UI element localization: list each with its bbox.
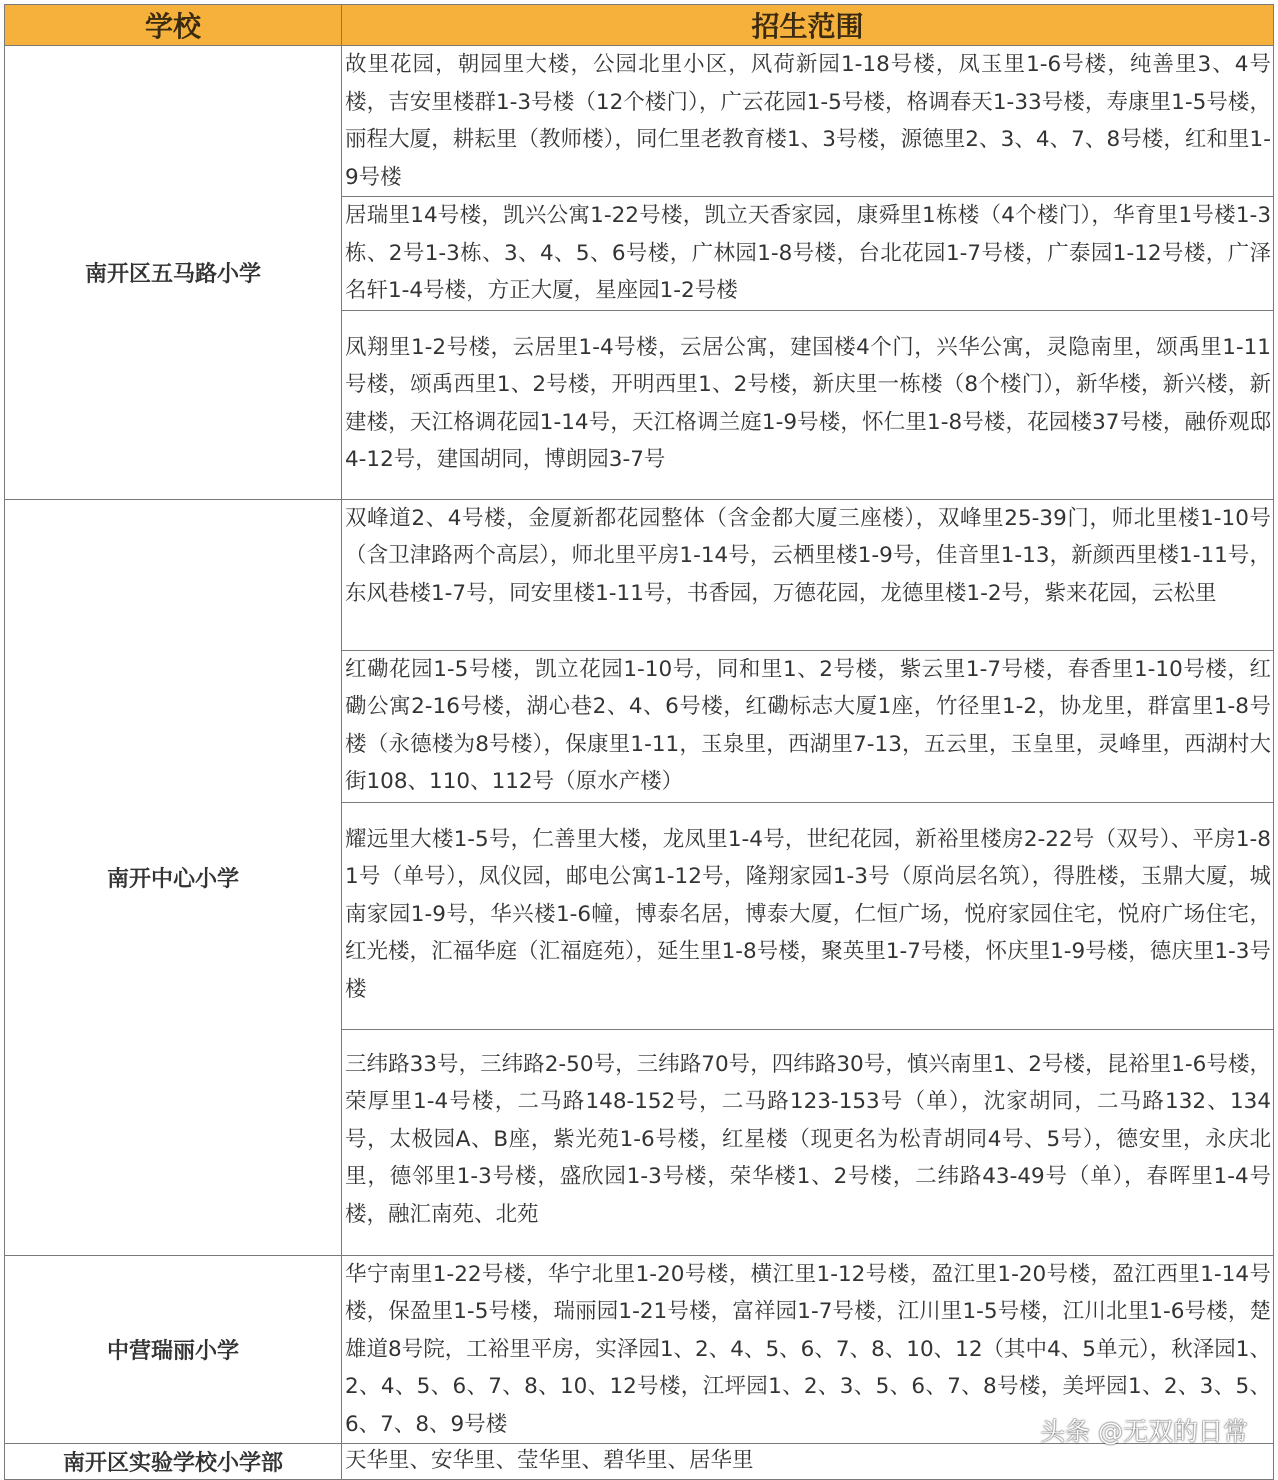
range-cell: 三纬路33号，三纬路2-50号，三纬路70号，四纬路30号，慎兴南里1、2号楼，昆裕里1-6号楼，荣厚里1-4号楼，二马路148-152号，二马路123-153号（单），沈家胡同，二马路132、134号，太极园A、B座，紫光苑1-6号楼，红星楼（现更名为松青胡同4号、5号），德安里，永庆北里，德邻里1-3号楼，盛欣园1-3号楼，荣华楼1、2号楼，二纬路43-49号（单），春晖里1-4号楼，融汇南苑、北苑 (342, 1029, 1274, 1255)
enrollment-table (4, 4, 1274, 1480)
header-range: 招生范围 (342, 5, 1274, 46)
range-cell: 红磡花园1-5号楼，凯立花园1-10号，同和里1、2号楼，紫云里1-7号楼，春香里1-10号楼，红磡公寓2-16号楼，湖心巷2、4、6号楼，红磡标志大厦1座，竹径里1-2，协龙里，群富里1-8号楼（永德楼为8号楼），保康里1-11，玉泉里，西湖里7-13，五云里，玉皇里，灵峰里，西湖村大街108、110、112号（原水产楼） (342, 650, 1274, 802)
range-cell: 凤翔里1-2号楼，云居里1-4号楼，云居公寓，建国楼4个门，兴华公寓，灵隐南里，颂禹里1-11号楼，颂禹西里1、2号楼，开明西里1、2号楼，新庆里一栋楼（8个楼门），新华楼，新兴楼，新建楼，天江格调花园1-14号，天江格调兰庭1-9号楼，怀仁里1-8号楼，花园楼37号楼，融侨观邸4-12号，建国胡同，博朗园3-7号 (342, 310, 1274, 499)
table-row (5, 46, 1274, 197)
school-name: 南开中心小学 (5, 499, 342, 1255)
range-cell: 故里花园，朝园里大楼，公园北里小区，风荷新园1-18号楼，凤玉里1-6号楼，纯善里3、4号楼，吉安里楼群1-3号楼（12个楼门），广云花园1-5号楼，格调春天1-33号楼，寿康里1-5号楼，丽程大厦，耕耘里（教师楼），同仁里老教育楼1、3号楼，源德里2、3、4、7、8号楼，红和里1-9号楼 (342, 46, 1274, 197)
header-row (5, 5, 1274, 46)
table-row (5, 499, 1274, 650)
table-row (5, 1444, 1274, 1480)
school-name: 南开区实验学校小学部 (5, 1444, 342, 1480)
school-name: 南开区五马路小学 (5, 46, 342, 500)
range-cell: 双峰道2、4号楼，金厦新都花园整体（含金都大厦三座楼），双峰里25-39门，师北里楼1-10号（含卫津路两个高层），师北里平房1-14号，云栖里楼1-9号，佳音里1-13，新颜西里楼1-11号，东风巷楼1-7号，同安里楼1-11号，书香园，万德花园，龙德里楼1-2号，紫来花园，云松里 (342, 499, 1274, 650)
school-name: 中营瑞丽小学 (5, 1255, 342, 1444)
range-cell: 华宁南里1-22号楼，华宁北里1-20号楼，横江里1-12号楼，盈江里1-20号楼，盈江西里1-14号楼，保盈里1-5号楼，瑞丽园1-21号楼，富祥园1-7号楼，江川里1-5号楼，江川北里1-6号楼，楚雄道8号院，工裕里平房，实泽园1、2、4、5、6、7、8、10、12（其中4、5单元），秋泽园1、2、4、5、6、7、8、10、12号楼，江坪园1、2、3、5、6、7、8号楼，美坪园1、2、3、5、6、7、8、9号楼 (342, 1255, 1274, 1444)
header-school: 学校 (5, 5, 342, 46)
watermark: 头条 @无双的日常 (1040, 1417, 1248, 1446)
range-cell: 居瑞里14号楼，凯兴公寓1-22号楼，凯立天香家园，康舜里1栋楼（4个楼门），华育里1号楼1-3栋、2号1-3栋、3、4、5、6号楼，广林园1-8号楼，台北花园1-7号楼，广泰园1-12号楼，广泽名轩1-4号楼，方正大厦，星座园1-2号楼 (342, 197, 1274, 311)
range-cell: 耀远里大楼1-5号，仁善里大楼，龙凤里1-4号，世纪花园，新裕里楼房2-22号（双号）、平房1-81号（单号），凤仪园，邮电公寓1-12号，隆翔家园1-3号（原尚层名筑），得胜楼，玉鼎大厦，城南家园1-9号，华兴楼1-6幢，博泰名居，博泰大厦，仁恒广场，悦府家园住宅，悦府广场住宅，红光楼，汇福华庭（汇福庭苑），延生里1-8号楼，聚英里1-7号楼，怀庆里1-9号楼，德庆里1-3号楼 (342, 802, 1274, 1029)
range-cell: 天华里、安华里、莹华里、碧华里、居华里 (342, 1444, 1274, 1480)
